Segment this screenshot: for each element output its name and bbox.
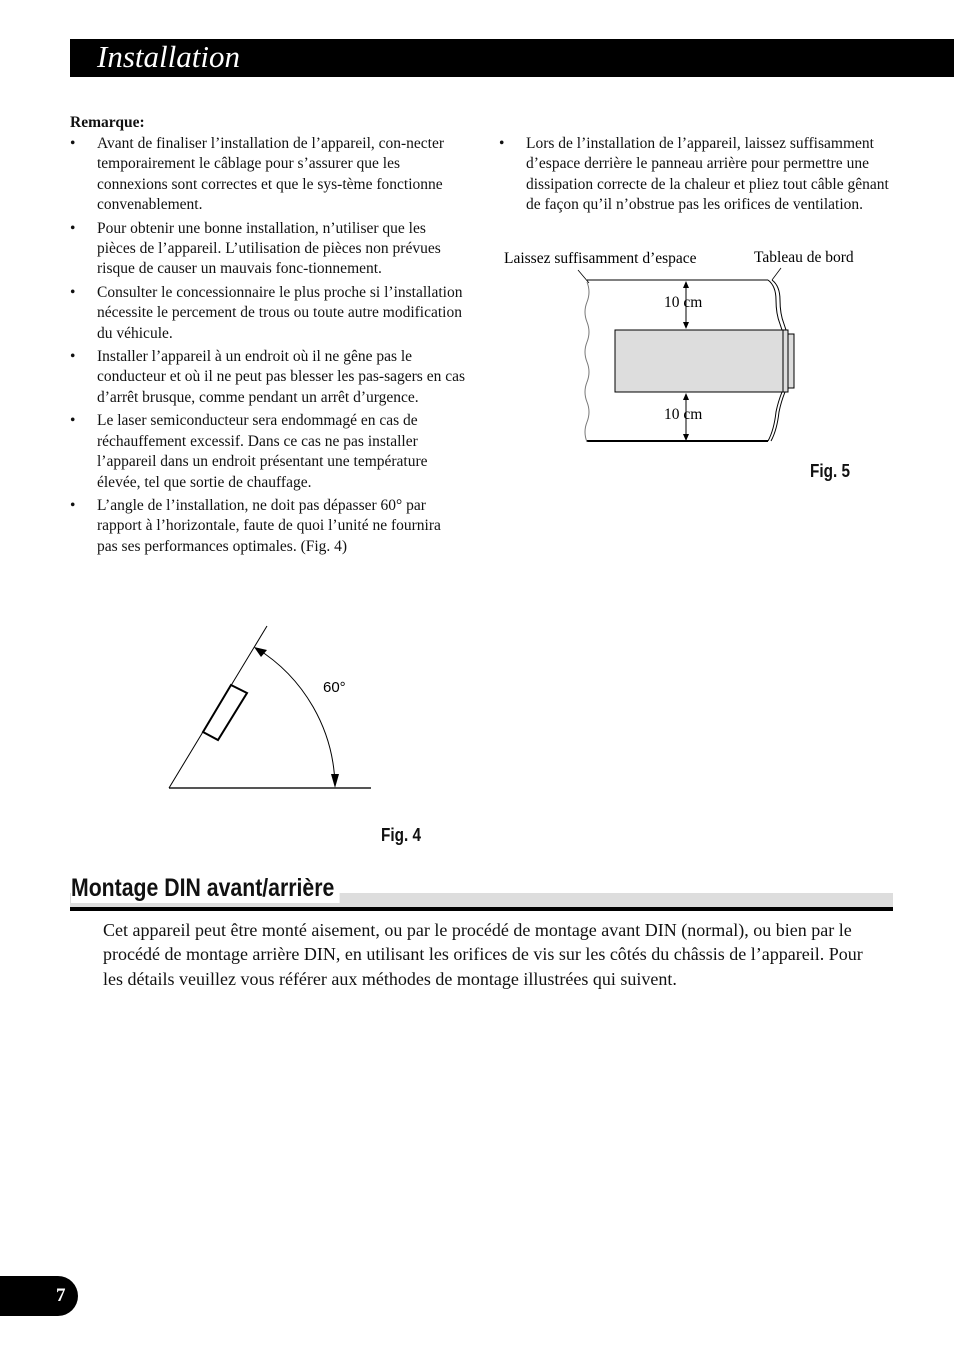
- bullet: •: [70, 283, 76, 301]
- remarque-heading: Remarque:: [70, 114, 145, 131]
- list-item: • Le laser semiconducteur sera endommagé en cas de réchauffement excessif. Dans ce cas ne pas installer l’appareil dans un endroit présentant une température élevée, tel que sortie de chauffage.: [70, 412, 428, 491]
- section-heading-rule: [70, 907, 893, 911]
- list-item: • Avant de finaliser l’installation de l’appareil, con-necter temporairement le câblage pour s’assurer que les connexions sont correctes et que le sys-tème fonctionne convenablement.: [70, 135, 445, 214]
- bullet: •: [70, 412, 76, 430]
- label-dashboard: Tableau de bord: [754, 249, 854, 266]
- fig5-diagram: [0, 0, 954, 500]
- gap-bottom-label: 10 cm: [664, 406, 703, 423]
- page-title: Installation: [97, 39, 240, 74]
- bullet: •: [70, 135, 76, 152]
- section-paragraph: Cet appareil peut être monté aisement, ou par le procédé de montage avant DIN (normal), ou bien par le procédé de montage arrière DIN, en utilisant les orifices de vis sur les côtés du châssis de l’appareil. Pour les détails veuillez vous référer aux méthodes de montage illustrées qui suivent.: [103, 920, 863, 989]
- list-item: • Lors de l’installation de l’appareil, laissez suffisamment d’espace derrière le panneau arrière pour permettre une dissipation correcte de la chaleur et pliez tout câble gênant de façon qu’il n’obstrue pas les orifices de ventilation.: [499, 135, 889, 214]
- fig4-diagram: [0, 600, 500, 820]
- bullet: •: [70, 219, 76, 237]
- gap-top-label: 10 cm: [664, 294, 703, 311]
- bullet: •: [70, 496, 76, 514]
- angle-label: 60°: [323, 679, 346, 696]
- section-heading: Montage DIN avant/arrière: [71, 874, 339, 903]
- list-item: • Installer l’appareil à un endroit où il ne gêne pas le conducteur et où il ne peut pas blesser les pas-sagers en cas d’arrêt brusque, comme pendant un arrêt d’urgence.: [70, 348, 465, 406]
- fig5-caption: Fig. 5: [810, 461, 850, 481]
- list-item: • Pour obtenir une bonne installation, n’utiliser que les pièces de l’appareil. L’utilisation de pièces non prévues risque de causer un mauvais fonc-tionnement.: [70, 219, 441, 278]
- bullet: •: [499, 135, 505, 152]
- label-space: Laissez suffisamment d’espace: [504, 250, 697, 267]
- list-item: • L’angle de l’installation, ne doit pas dépasser 60° par rapport à l’horizontale, faute de quoi l’unité ne fournira pas ses performances optimales. (Fig. 4): [70, 496, 441, 555]
- list-item: • Consulter le concessionnaire le plus proche si l’installation nécessite le percement de trous ou toute autre modification du véhicule.: [70, 283, 463, 342]
- page-number: 7: [0, 1276, 78, 1316]
- fig4-caption: Fig. 4: [381, 825, 421, 845]
- bullet: •: [70, 348, 76, 366]
